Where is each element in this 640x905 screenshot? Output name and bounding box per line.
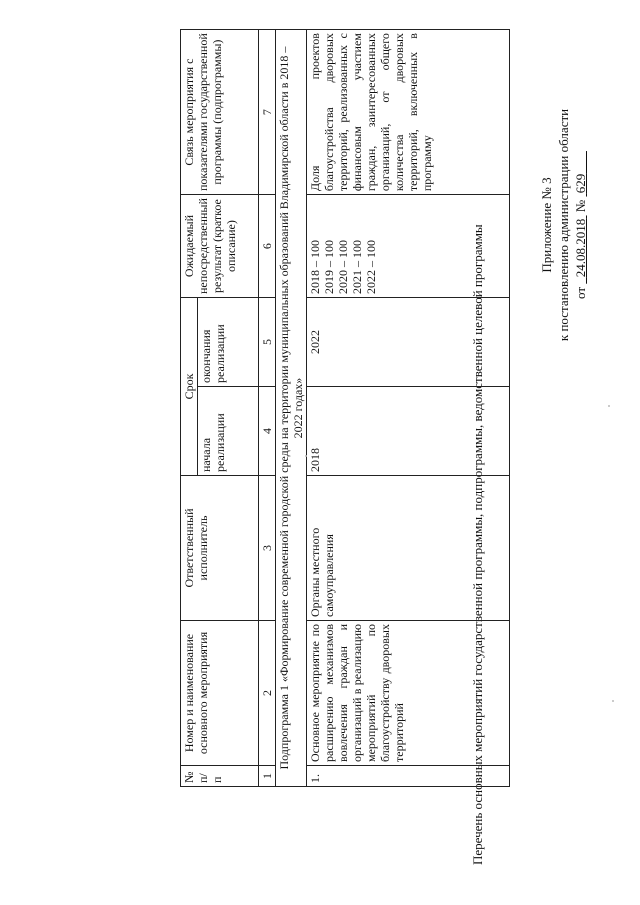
document-title: Перечень основных мероприятий государственной программы, подпрограммы, ведомственной целевой программы bbox=[470, 224, 485, 865]
header-link: Связь мероприятия с показателями государственной программы (подпрограммы) bbox=[181, 30, 259, 195]
appendix-header bbox=[538, 75, 589, 375]
row-results bbox=[307, 195, 510, 298]
row-executor: Органы местного самоуправления bbox=[307, 476, 510, 621]
result-item: 2021 – 100 bbox=[350, 240, 364, 294]
appendix-date-line bbox=[572, 75, 589, 375]
colnum-1: 1 bbox=[259, 766, 276, 787]
row-num: 1. bbox=[307, 766, 510, 787]
row-start: 2018 bbox=[307, 387, 510, 476]
result-item: 2020 – 100 bbox=[336, 240, 350, 294]
header-start: начала реализации bbox=[198, 387, 259, 476]
header-term: Срок bbox=[181, 298, 198, 476]
row-end: 2022 bbox=[307, 298, 510, 387]
decree-number: 629 bbox=[573, 173, 588, 194]
result-item: 2022 – 100 bbox=[364, 240, 378, 294]
colnum-4: 4 bbox=[259, 387, 276, 476]
decree-date: 24.08.2018 bbox=[573, 218, 588, 278]
scan-speck bbox=[608, 405, 610, 407]
date-prefix: от bbox=[573, 286, 588, 299]
measures-table bbox=[180, 29, 510, 787]
subprogram-row bbox=[276, 30, 307, 787]
header-result: Ожидаемый непосредственный результат (краткое описание) bbox=[181, 195, 259, 298]
header-name: Номер и наименование основного мероприятия bbox=[181, 621, 259, 766]
row-name: Основное мероприятие по расширению механизмов вовлечения граждан и организаций в реализацию мероприятий по благоустройству дворовых территорий bbox=[307, 621, 510, 766]
appendix-number: Приложение № 3 bbox=[539, 177, 554, 273]
scan-speck bbox=[305, 455, 307, 457]
table-row bbox=[307, 30, 510, 787]
header-executor: Ответственный исполнитель bbox=[181, 476, 259, 621]
colnum-5: 5 bbox=[259, 298, 276, 387]
colnum-3: 3 bbox=[259, 476, 276, 621]
header-num: № п/п bbox=[181, 766, 259, 787]
header-end: окончания реализации bbox=[198, 298, 259, 387]
colnum-6: 6 bbox=[259, 195, 276, 298]
colnum-2: 2 bbox=[259, 621, 276, 766]
number-prefix: № bbox=[573, 199, 588, 213]
column-numbers-row bbox=[259, 30, 276, 787]
result-item: 2019 – 100 bbox=[322, 240, 336, 294]
header-row bbox=[181, 30, 198, 787]
colnum-7: 7 bbox=[259, 30, 276, 195]
subprogram-title: Подпрограмма 1 «Формирование современной городской среды на территории муниципальных образований Владимирской области в 2018 – 2022 годах» bbox=[276, 30, 307, 787]
scan-speck bbox=[612, 700, 614, 702]
result-item: 2018 – 100 bbox=[308, 240, 322, 294]
appendix-decree: к постановлению администрации области bbox=[556, 108, 571, 342]
row-link: Доля проектов благоустройства дворовых территорий, реализованных с финансовым участием граждан, заинтересованных организаций, от общего количества дворовых территорий, включенных в программу bbox=[307, 30, 510, 195]
